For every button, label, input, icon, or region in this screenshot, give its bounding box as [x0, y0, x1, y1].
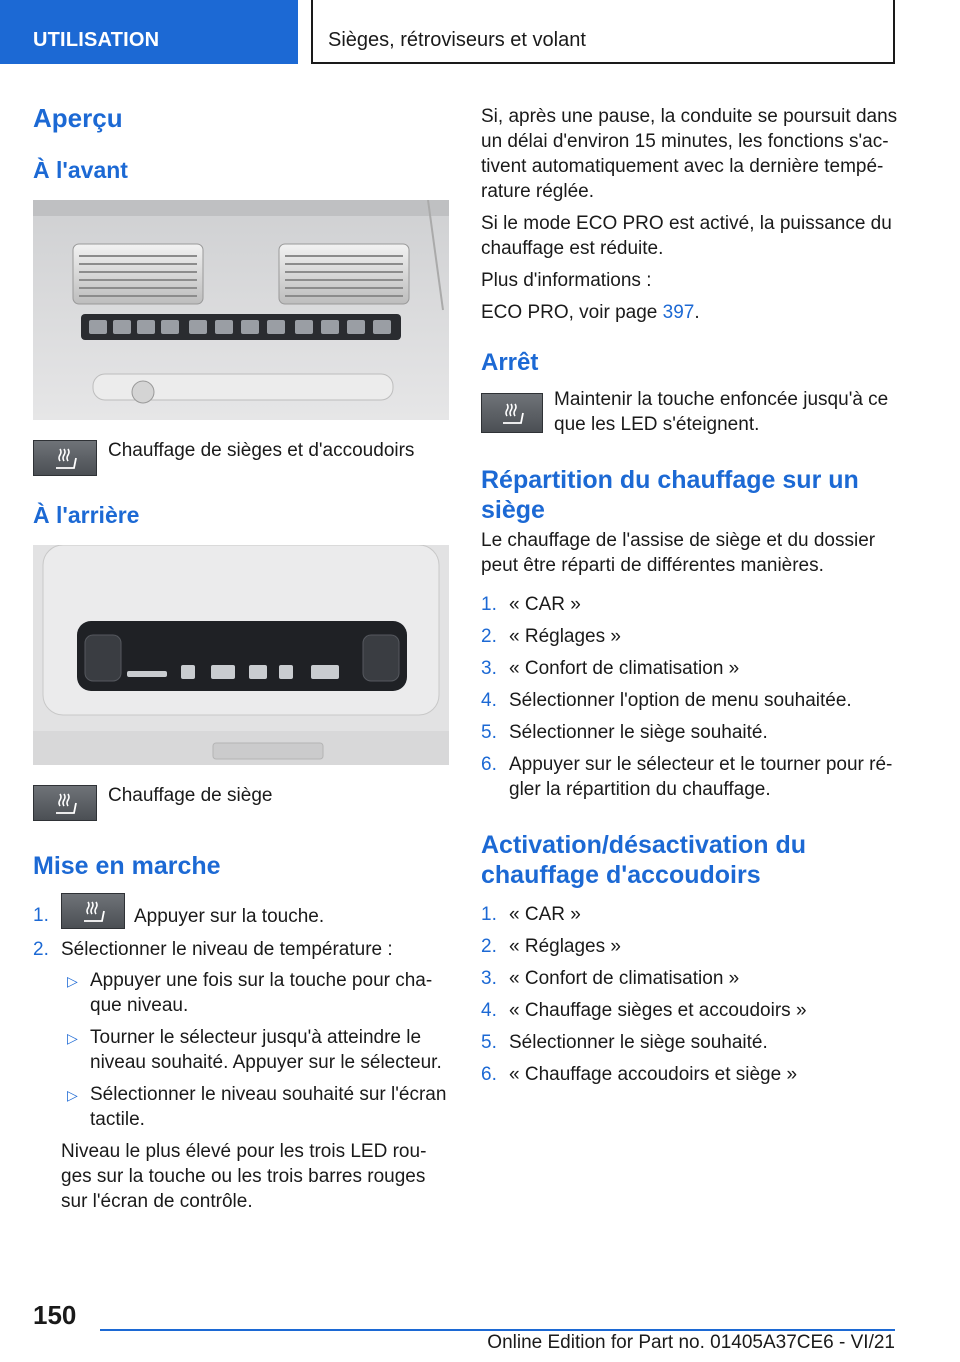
distribution-steps	[481, 592, 899, 802]
front-heading: À l'avant	[33, 157, 128, 183]
seat-heating-icon	[61, 893, 125, 929]
more-info-label: Plus d'informations :	[481, 270, 652, 291]
triangle-right-icon: ▷	[67, 973, 78, 989]
rear-console-illustration	[33, 545, 449, 765]
level-note: Niveau le plus élevé pour les trois LED rou-ges sur la touche ou les trois barres rouges sur l'écran de contrôle.	[61, 1141, 427, 1212]
off-heading: Arrêt	[481, 349, 539, 376]
on-steps	[33, 895, 449, 1132]
list-item: 3. « Confort de climatisation »	[481, 968, 740, 989]
rear-caption-row	[33, 783, 449, 821]
list-item: 2. « Réglages »	[481, 626, 621, 647]
on-heading: Mise en marche	[33, 852, 221, 880]
rear-console-photo	[33, 545, 449, 765]
chapter-tab	[311, 0, 895, 64]
rear-heading: À l'arrière	[33, 502, 140, 528]
list-item: ▷ Sélectionner le niveau souhaité sur l'écran tactile.	[67, 1084, 447, 1130]
edition-footer: Online Edition for Part no. 01405A37CE6 - VI/21	[487, 1332, 895, 1353]
seat-heating-icon	[481, 393, 543, 433]
left-column	[33, 100, 449, 1214]
list-item: 4. Sélectionner l'option de menu souhaitée.	[481, 690, 852, 711]
front-caption-row	[33, 438, 449, 476]
seat-heating-icon	[33, 785, 97, 821]
right-column	[481, 104, 899, 1087]
sub-steps	[61, 968, 449, 1132]
list-item: 4. « Chauffage sièges et accoudoirs »	[481, 1000, 807, 1021]
list-item: 5. Sélectionner le siège souhaité.	[481, 1032, 768, 1053]
footer-divider	[100, 1329, 895, 1331]
seat-heating-icon	[33, 440, 97, 476]
list-item: ▷ Tourner le sélecteur jusqu'à atteindre le niveau souhaité. Appuyer sur le sélecteur.	[67, 1027, 442, 1073]
list-item: 5. Sélectionner le siège souhaité.	[481, 722, 768, 743]
list-item: 2. « Réglages »	[481, 936, 621, 957]
resume-paragraph: Si, après une pause, la conduite se poursuit dans un délai d'environ 15 minutes, les fonctions s'ac-tivent automatiquement avec la dernière tempé-rature réglée.	[481, 106, 898, 202]
triangle-right-icon: ▷	[67, 1087, 78, 1103]
section-tab	[0, 0, 298, 64]
list-item: ▷ Appuyer une fois sur la touche pour cha-que niveau.	[67, 970, 433, 1016]
list-item: 3. « Confort de climatisation »	[481, 658, 740, 679]
page-link[interactable]: 397	[662, 302, 695, 323]
eco-reference: ECO PRO, voir page 397.	[481, 302, 700, 323]
list-item: 1. « CAR »	[481, 594, 581, 615]
list-item: 2. Sélectionner le niveau de température : ▷ Appuyer une fois sur la touche pour cha-que niveau. ▷ Tourner le sélecteur jusqu'à atteindre le niveau souhaité. Appuyer sur le sélecteur. ▷ Sélectionner le niveau souhaité sur l'écran tactile.	[33, 937, 449, 1132]
page-number: 150	[33, 1300, 77, 1330]
distribution-heading: Répartition du chauffage sur un siège	[481, 466, 859, 524]
armrest-heading: Activation/désactivation du chauffage d'accoudoirs	[481, 831, 807, 889]
list-item: 6. Appuyer sur le sélecteur et le tourner pour ré-gler la répartition du chauffage.	[481, 754, 893, 800]
eco-paragraph: Si le mode ECO PRO est activé, la puissance du chauffage est réduite.	[481, 213, 892, 259]
triangle-right-icon: ▷	[67, 1030, 78, 1046]
front-console-photo	[33, 200, 449, 420]
front-caption: Chauffage de sièges et d'accoudoirs	[108, 440, 415, 461]
section-title: UTILISATION	[33, 29, 160, 51]
distribution-text: Le chauffage de l'assise de siège et du dossier peut être réparti de différentes manières.	[481, 530, 876, 576]
page-title: Aperçu	[33, 103, 123, 133]
armrest-steps	[481, 902, 899, 1087]
off-text: Maintenir la touche enfoncée jusqu'à ce que les LED s'éteignent.	[554, 389, 889, 435]
list-item: 1. « CAR »	[481, 904, 581, 925]
chapter-title: Sièges, rétroviseurs et volant	[328, 29, 586, 51]
off-row	[481, 391, 899, 437]
list-item: 1. Appuyer sur la touche.	[33, 895, 449, 930]
front-console-illustration	[33, 200, 449, 420]
list-item: 6. « Chauffage accoudoirs et siège »	[481, 1064, 798, 1085]
rear-caption: Chauffage de siège	[108, 785, 273, 806]
